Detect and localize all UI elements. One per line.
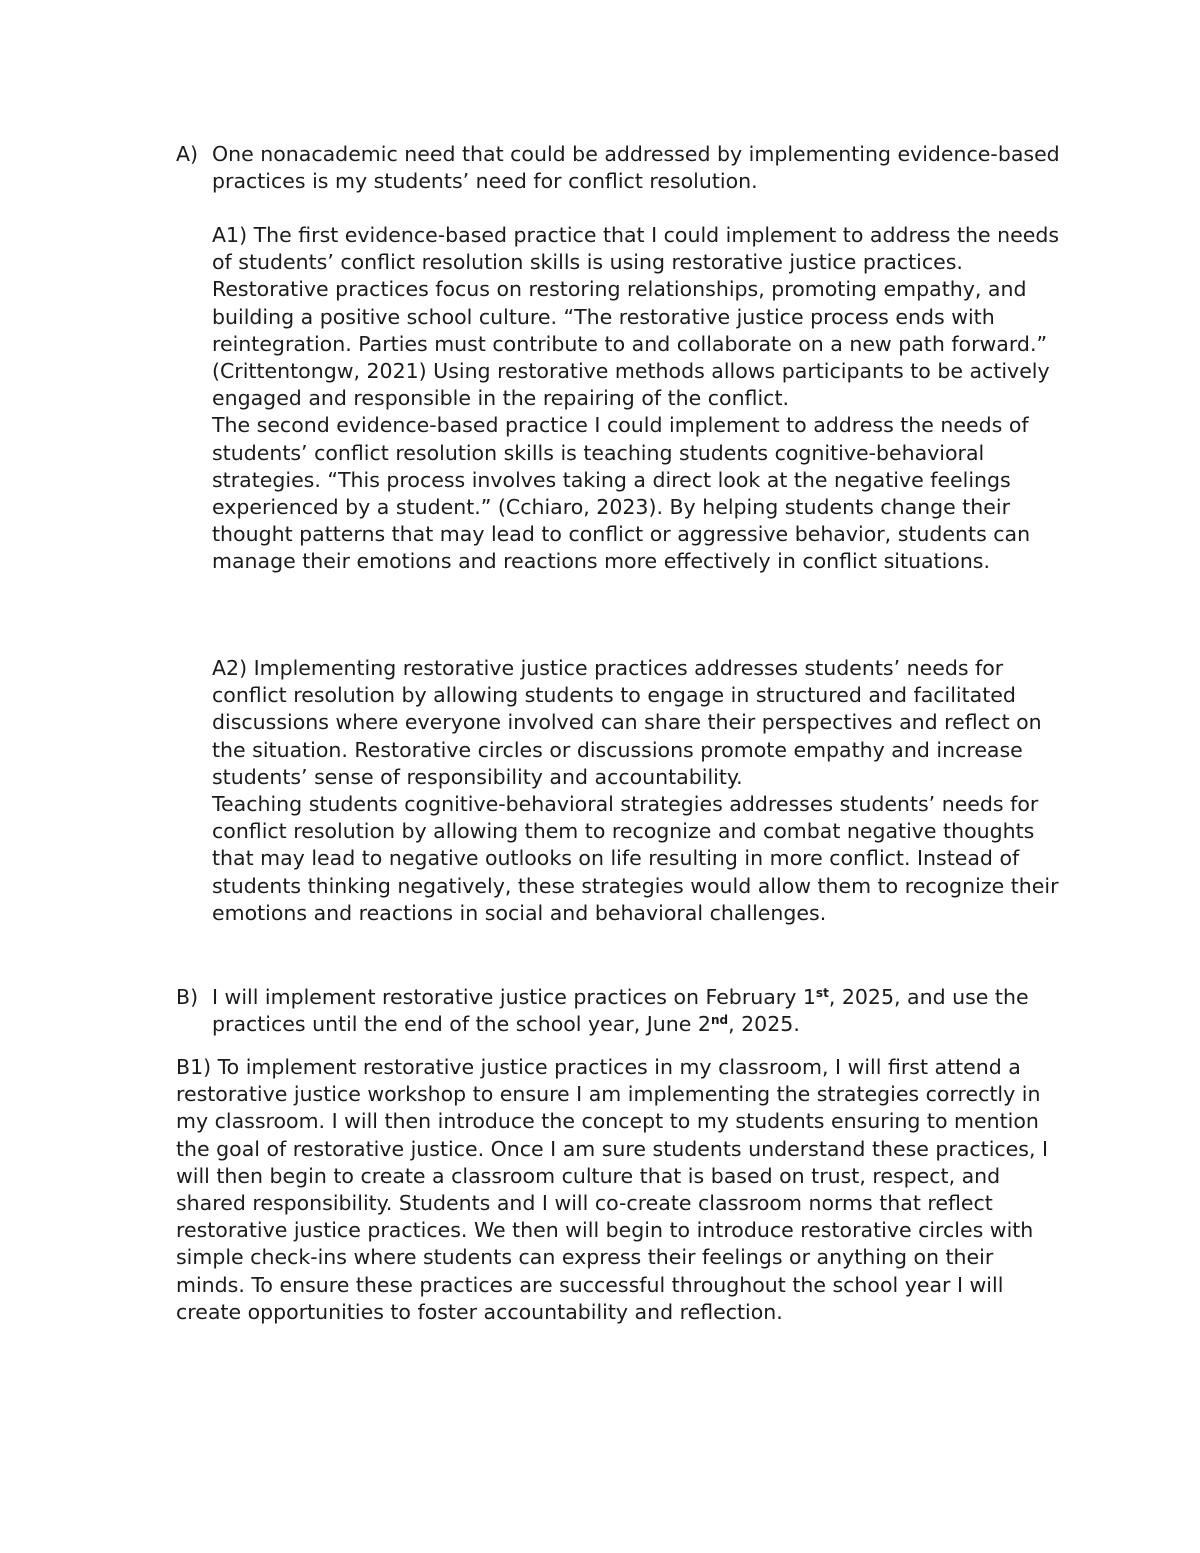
section-a2-paragraph-2: Teaching students cognitive-behavioral strategies addresses students’ needs for conflict resolution by allowing them to recognize and combat negative thoughts that may lead to negative outlooks on life resulting in more conflict. Instead of students thinking negatively, these strategies would allow them to recognize their emotions and reactions in social and behavioral challenges. (212, 792, 1059, 925)
section-b-text-part-1: I will implement restorative justice practices on February 1 (212, 985, 816, 1009)
section-a1-paragraph-2: The second evidence-based practice I could implement to address the needs of students’ conflict resolution skills is teaching students cognitive-behavioral strategies. “This process involves taking a direct look at the negative feelings experienced by a student.” (Cchiaro, 2023). By helping students change their thought patterns that may lead to conflict or aggressive behavior, students can manage their emotions and reactions more effectively in conflict situations. (212, 413, 1031, 574)
section-b-text-part-2: , 2025, and use the practices until the end of the school year, June 2 (212, 985, 1029, 1037)
section-b-text-part-3: , 2025. (728, 1012, 800, 1037)
section-b-marker: B) (176, 985, 199, 1009)
ordinal-suffix-st: st (815, 986, 829, 1000)
section-a2-paragraph-1: A2) Implementing restorative justice practices addresses students’ needs for conflict resolution by allowing students to engage in structured and facilitated discussions where everyone involved can share their perspectives and reflect on the situation. Restorative circles or discussions promote empathy and increase students’ sense of responsibility and accountability. (212, 656, 1042, 789)
section-a1-paragraph-1: A1) The first evidence-based practice that I could implement to address the needs of students’ conflict resolution skills is using restorative justice practices. Restorative practices focus on restoring relationships, promoting empathy, and building a positive school culture. “The restorative justice process ends with reintegration. Parties must contribute to and collaborate on a new path forward.” (Crittentongw, 2021) Using restorative methods allows participants to be actively engaged and responsible in the repairing of the conflict. (212, 223, 1060, 411)
section-a (176, 141, 1066, 195)
section-b1-paragraph: B1) To implement restorative justice practices in my classroom, I will first attend a restorative justice workshop to ensure I am implementing the strategies correctly in my classroom. I will then introduce the concept to my students ensuring to mention the goal of restorative justice. Once I am sure students understand these practices, I will then begin to create a classroom culture that is based on trust, respect, and shared responsibility. Students and I will co-create classroom norms that reflect restorative justice practices. We then will begin to introduce restorative circles with simple check-ins where students can express their feelings or anything on their minds. To ensure these practices are successful throughout the school year I will create opportunities to foster accountability and reflection. (176, 1055, 1049, 1324)
section-a1 (212, 222, 1066, 576)
section-b1 (176, 1054, 1066, 1326)
section-a2 (212, 655, 1066, 927)
ordinal-suffix-nd: nd (710, 1013, 729, 1028)
section-a-text: One nonacademic need that could be addressed by implementing evidence-based practices is my students’ need for conflict resolution. (212, 142, 1060, 194)
section-b (176, 984, 1066, 1038)
section-a-marker: A) (176, 142, 199, 166)
section-b-text (212, 984, 1066, 1038)
